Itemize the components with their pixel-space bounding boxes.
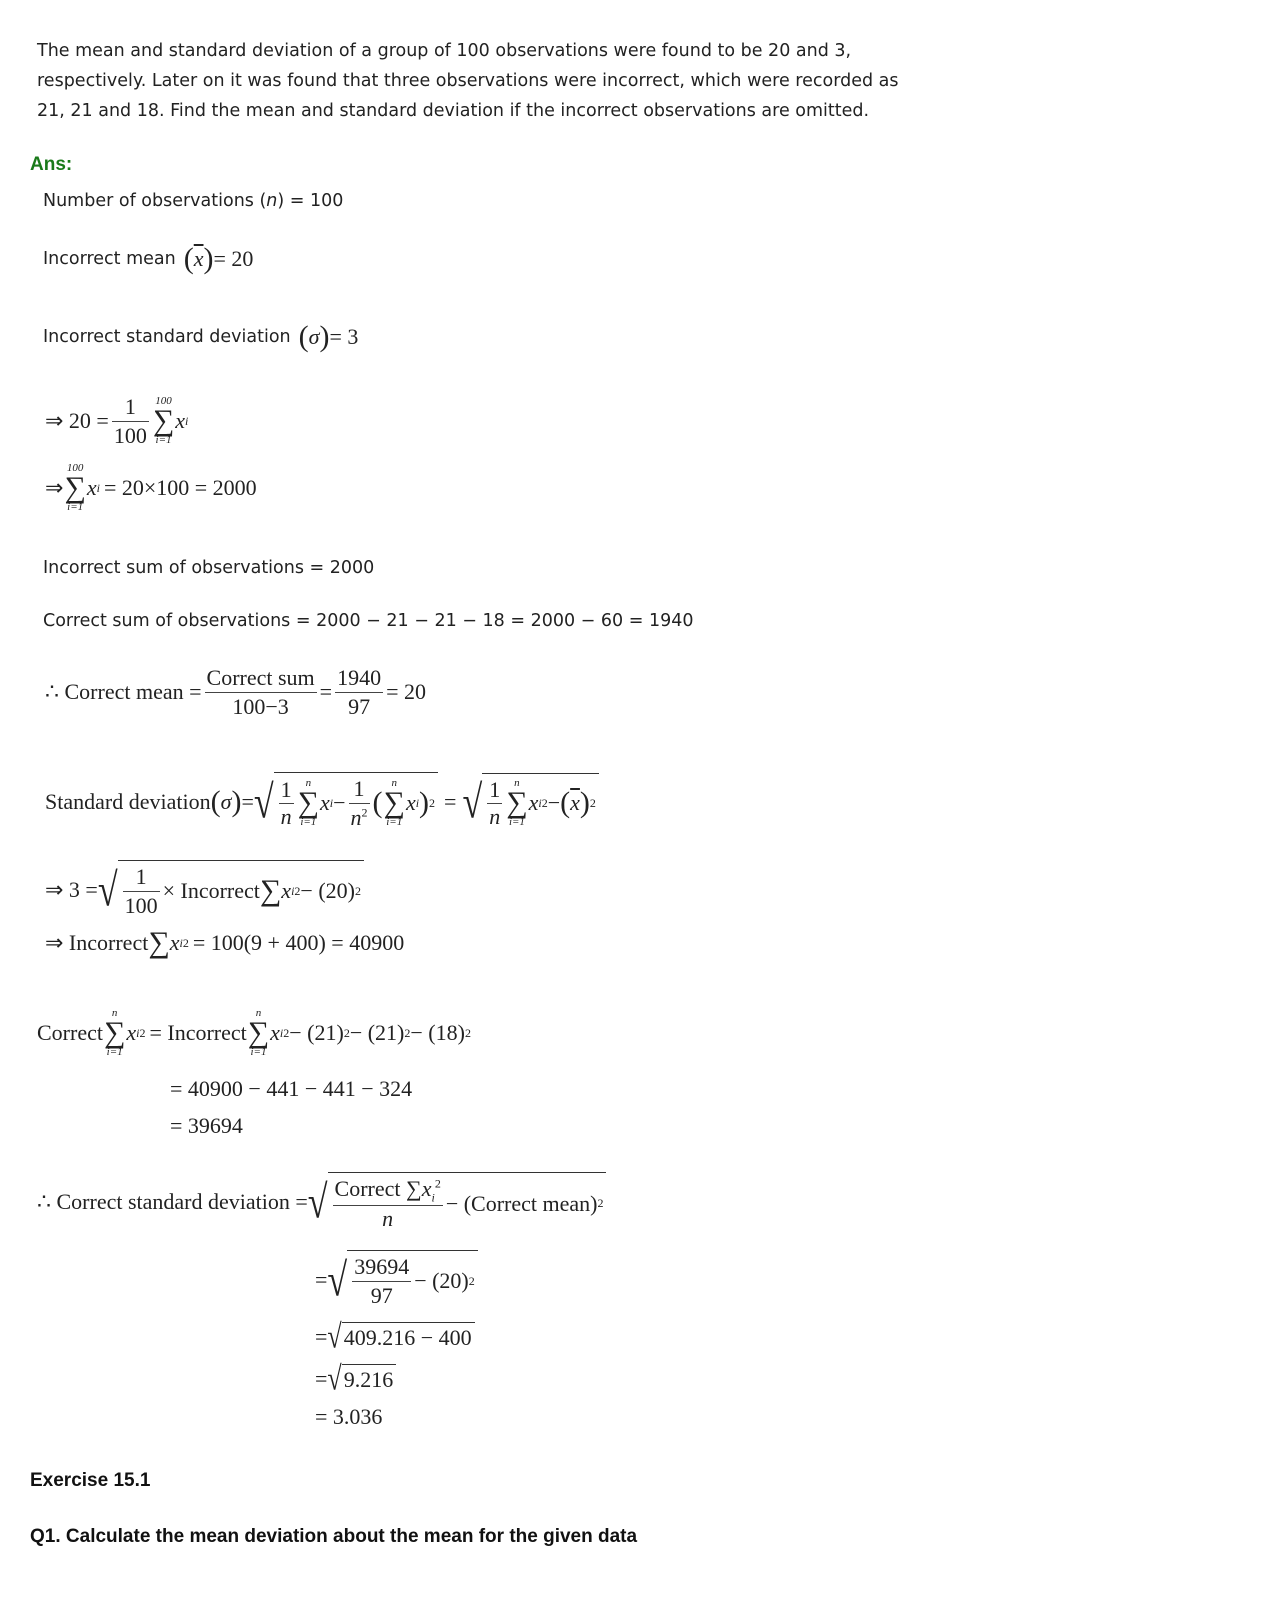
question-text: The mean and standard deviation of a group of 100 observations were found to be 20 and 3, respectively. Later on it was found that three observations were incorrect, which were recorded as 21, 21 and 18. Find the mean and standard deviation if the incorrect observations are omitted. xyxy=(37,41,899,121)
incorrect-sd: Incorrect standard deviation ( σ ) = 3 xyxy=(43,320,359,353)
equation-sqrt-value: = √ 9.216 xyxy=(315,1364,396,1393)
equation-correct-mean: ∴ Correct mean = $\frac{\text{Correct sum}}{100-3}$ = $\frac{1940}{97}$ = 20 xyxy=(45,665,427,719)
equation-sd-formula: Standard deviation ( σ ) = √ $\frac{1}{n}$ n ∑ i=1 x i − $\frac{1}{n^2}$ ( n ∑ i=1 x i ) 2 = √ $\frac{1}{n}$ n ∑ i=1 x i 2 − ( $\overline{x}$ ) 2 xyxy=(45,772,599,831)
equation-step-result: = 39694 xyxy=(170,1113,243,1138)
exercise-heading: Exercise 15.1 xyxy=(30,1470,151,1491)
incorrect-mean: Incorrect mean ( $\overline{x}$ ) = 20 xyxy=(43,242,254,275)
correct-sum-line: Correct sum of observations = 2000 − 21 − 21 − 18 = 2000 − 60 = 1940 xyxy=(43,611,694,631)
equation-mean-sum: ⇒ 20 = $\frac{1}{100}$ 100 ∑ i=1 x i xyxy=(45,394,189,448)
incorrect-sum-line: Incorrect sum of observations = 2000 xyxy=(43,558,375,578)
equation-correct-sd: ∴ Correct standard deviation = √ $\frac{Correct \sum x_i^2}{n}$ − (Correct mean) 2 xyxy=(37,1172,606,1232)
answer-label: Ans: xyxy=(30,154,73,175)
equation-sum-total: ⇒ 100 ∑ i=1 x i = 20×100 = 2000 xyxy=(45,462,257,513)
question-1: Q1. Calculate the mean deviation about the mean for the given data xyxy=(30,1526,638,1547)
equation-correct-sd-values: = √ $\frac{39694}{97}$ − (20) 2 xyxy=(315,1250,478,1309)
equation-correct-sum-squares: Correct n ∑ i=1 x i 2 = Incorrect n ∑ i=1 x i 2 − (21) 2 − (21) 2 − (18) 2 xyxy=(37,1007,471,1058)
equation-sd-substituted: ⇒ 3 = √ $\frac{1}{100}$ × Incorrect ∑ x i 2 − (20) 2 xyxy=(45,860,364,919)
equation-sqrt-difference: = √ 409.216 − 400 xyxy=(315,1322,475,1351)
equation-step-subtraction: = 40900 − 441 − 441 − 324 xyxy=(170,1076,413,1101)
equation-final-sd: = 3.036 xyxy=(315,1404,383,1429)
observations-count: Number of observations (n) = 100 xyxy=(43,191,344,211)
equation-incorrect-sum-squares: ⇒ Incorrect ∑ x i 2 = 100(9 + 400) = 40900 xyxy=(45,926,405,959)
